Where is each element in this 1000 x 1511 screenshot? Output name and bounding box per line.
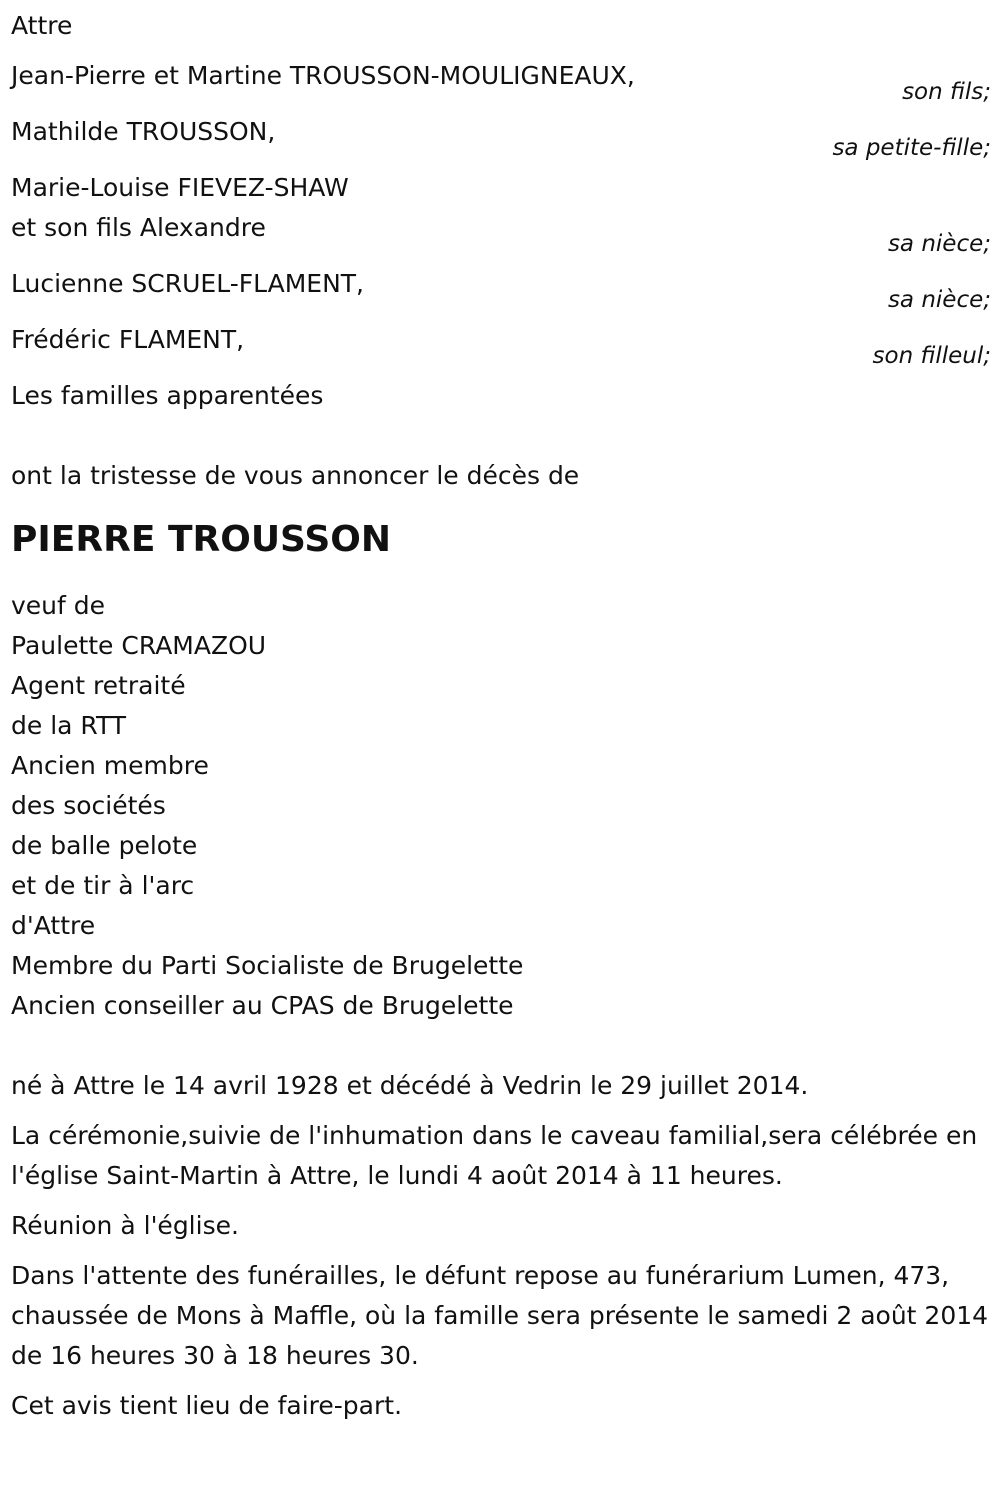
career-line: des sociétés	[11, 791, 166, 820]
career-line: de la RTT	[11, 711, 127, 740]
career-line: de balle pelote	[11, 831, 198, 860]
career-line: veuf de	[11, 591, 106, 620]
obituary-notice	[11, 6, 991, 1436]
family-relation: sa nièce;	[887, 231, 991, 257]
families-line: Les familles apparentées	[11, 381, 324, 410]
family-name: et son fils Alexandre	[11, 213, 266, 242]
family-block-5	[11, 320, 991, 368]
career-line: Ancien conseiller au CPAS de Brugelette	[11, 991, 514, 1020]
family-name: Lucienne SCRUEL-FLAMENT,	[11, 269, 364, 298]
village-name: Attre	[11, 11, 73, 40]
announcement-text: ont la tristesse de vous annoncer le décès de	[11, 461, 580, 490]
family-name: Frédéric FLAMENT,	[11, 325, 245, 354]
career-line: Ancien membre	[11, 751, 209, 780]
family-name: Jean-Pierre et Martine TROUSSON-MOULIGNEAUX,	[11, 61, 635, 90]
career-line: Agent retraité	[11, 671, 186, 700]
meeting-text: Réunion à l'église.	[11, 1211, 239, 1240]
career-list	[11, 586, 991, 1026]
deceased-name: PIERRE TROUSSON	[11, 519, 392, 560]
funerarium-text: Dans l'attente des funérailles, le défunt repose au funérarium Lumen, 473, chaussée de Mons à Maffle, où la famille sera présente le samedi 2 août 2014 de 16 heures 30 à 18 heures 30.	[11, 1261, 989, 1370]
family-block-2	[11, 112, 991, 160]
family-name: Mathilde TROUSSON,	[11, 117, 276, 146]
career-line: d'Attre	[11, 911, 96, 940]
family-block-4	[11, 264, 991, 312]
family-relation: sa nièce;	[887, 287, 991, 313]
birth-death-text: né à Attre le 14 avril 1928 et décédé à Vedrin le 29 juillet 2014.	[11, 1071, 809, 1100]
ceremony-text: La cérémonie,suivie de l'inhumation dans le caveau familial,sera célébrée en l'église Saint-Martin à Attre, le lundi 4 août 2014 à 11 heures.	[11, 1121, 978, 1190]
career-line: Membre du Parti Socialiste de Brugelette	[11, 951, 524, 980]
family-relation: son filleul;	[872, 343, 991, 369]
family-relation: son fils;	[902, 79, 991, 105]
career-line: et de tir à l'arc	[11, 871, 195, 900]
closing-text: Cet avis tient lieu de faire-part.	[11, 1391, 403, 1420]
family-block-3	[11, 168, 991, 256]
career-line: Paulette CRAMAZOU	[11, 631, 267, 660]
family-block-1	[11, 56, 991, 104]
family-relation: sa petite-fille;	[832, 135, 991, 161]
family-name: Marie-Louise FIEVEZ-SHAW	[11, 173, 349, 202]
